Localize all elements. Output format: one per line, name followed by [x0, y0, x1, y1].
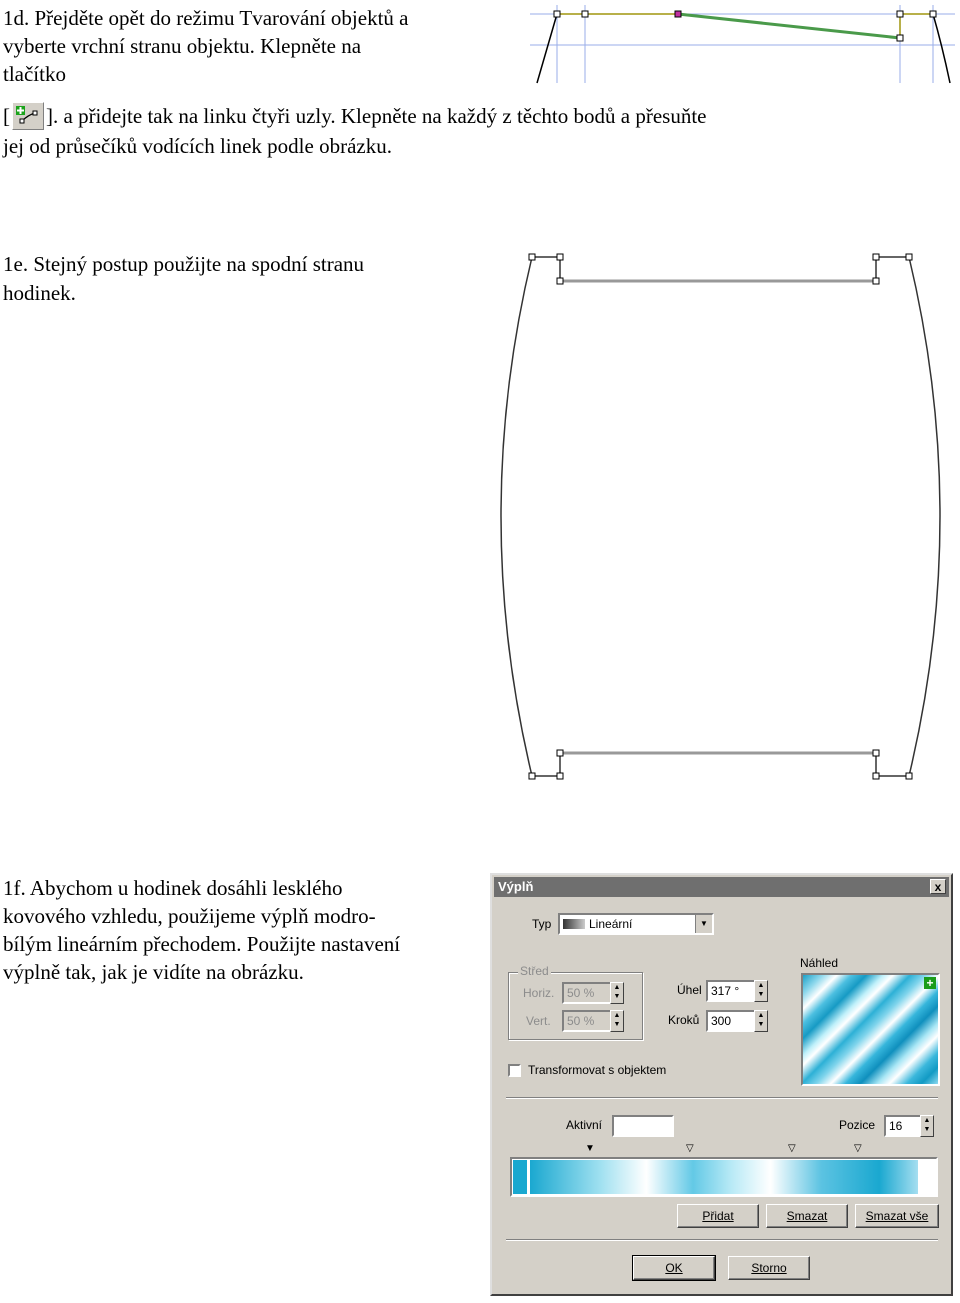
node	[897, 35, 903, 41]
watch-body-outline	[520, 250, 950, 785]
close-button[interactable]: x	[930, 879, 946, 894]
steps-label: Kroků	[668, 1013, 700, 1027]
node	[529, 254, 535, 260]
gradient-bar[interactable]	[510, 1157, 938, 1197]
steps-spinner[interactable]: ▲ ▼	[754, 1010, 768, 1032]
left-curve	[501, 257, 532, 776]
divider	[506, 1097, 938, 1098]
preview-label: Náhled	[800, 956, 839, 970]
node	[557, 278, 563, 284]
node	[529, 773, 535, 779]
position-spinner[interactable]: ▲ ▼	[920, 1115, 934, 1137]
plus-icon[interactable]: +	[924, 977, 936, 989]
vert-input[interactable]: 50 %	[562, 1010, 612, 1032]
linear-swatch-icon	[563, 919, 585, 929]
dialog-title: Výplň	[498, 879, 534, 894]
top-edge	[532, 257, 909, 281]
step-1e-line-2: hodinek.	[3, 281, 76, 305]
gradient-stop-active-icon[interactable]: ▼	[585, 1143, 595, 1154]
node	[582, 11, 588, 17]
cancel-button[interactable]: Storno	[728, 1256, 810, 1280]
node	[873, 254, 879, 260]
vert-spinner[interactable]: ▲ ▼	[610, 1010, 624, 1032]
fill-dialog	[490, 873, 953, 1296]
delete-button[interactable]: Smazat	[766, 1204, 848, 1228]
node	[897, 11, 903, 17]
angle-label: Úhel	[677, 983, 702, 997]
gradient-start-swatch	[513, 1160, 527, 1194]
node	[557, 773, 563, 779]
node	[554, 11, 560, 17]
node-selected	[675, 11, 681, 17]
vert-label: Vert.	[526, 1014, 551, 1028]
horiz-spinner[interactable]: ▲ ▼	[610, 982, 624, 1004]
bracket-open: [	[3, 104, 10, 128]
steps-input[interactable]: 300	[706, 1010, 756, 1032]
node	[906, 773, 912, 779]
node	[930, 11, 936, 17]
guide-lines	[530, 5, 955, 83]
step-1e-line-1: 1e. Stejný postup použijte na spodní stranu	[3, 252, 365, 276]
step-1f-line-4: výplně tak, jak je vidíte na obrázku.	[3, 960, 304, 984]
position-label: Pozice	[839, 1118, 876, 1132]
center-group-label: Střed	[520, 964, 549, 978]
gradient-fill[interactable]	[530, 1160, 918, 1194]
step-1f-line-2: kovového vzhledu, použijeme výplň modro-	[3, 904, 376, 928]
guide-lines-illustration	[530, 5, 955, 83]
node	[906, 254, 912, 260]
step-1d-line-1: 1d. Přejděte opět do režimu Tvarování objektů a	[3, 6, 409, 30]
step-1f-line-1: 1f. Abychom u hodinek dosáhli lesklého	[3, 876, 343, 900]
angle-input[interactable]: 317 °	[706, 980, 756, 1002]
node	[557, 254, 563, 260]
step-1d-line-4	[3, 102, 706, 130]
chevron-down-icon[interactable]: ▼	[695, 915, 712, 933]
step-1d-line-3: tlačítko	[3, 62, 66, 86]
divider	[506, 1239, 938, 1240]
transform-label: Transformovat s objektem	[528, 1063, 667, 1077]
type-select-value: Lineární	[589, 917, 633, 931]
horiz-input[interactable]: 50 %	[562, 982, 612, 1004]
node	[873, 278, 879, 284]
left-edge-curve	[537, 14, 557, 83]
active-color-field[interactable]	[612, 1115, 674, 1137]
step-1f-line-3: bílým lineárním přechodem. Použijte nastavení	[3, 932, 401, 956]
transform-checkbox[interactable]	[508, 1064, 521, 1077]
bottom-edge	[532, 753, 909, 776]
type-label: Typ	[532, 917, 552, 931]
right-edge-curve	[933, 14, 950, 83]
step-1d-line-5: jej od průsečíků vodících linek podle obrázku.	[3, 134, 392, 158]
node	[873, 750, 879, 756]
horiz-label: Horiz.	[523, 986, 555, 1000]
dialog-titlebar	[494, 877, 949, 897]
top-side-segment	[678, 14, 900, 38]
gradient-preview	[801, 973, 940, 1086]
active-label: Aktivní	[566, 1118, 603, 1132]
angle-spinner[interactable]: ▲ ▼	[754, 980, 768, 1002]
node	[557, 750, 563, 756]
type-select[interactable]	[558, 913, 714, 935]
node	[873, 773, 879, 779]
position-input[interactable]: 16	[884, 1115, 922, 1137]
right-curve	[909, 257, 940, 776]
gradient-stop-icon[interactable]: ▽	[686, 1143, 694, 1154]
step-1d-line-2: vyberte vrchní stranu objektu. Klepněte na	[3, 34, 362, 58]
gradient-stop-icon[interactable]: ▽	[788, 1143, 796, 1154]
add-button[interactable]: Přidat	[677, 1204, 759, 1228]
step-1d-line-4-text: ]. a přidejte tak na linku čtyři uzly. Klepněte na každý z těchto bodů a přesuňte	[46, 104, 707, 128]
delete-all-button[interactable]: Smazat vše	[855, 1204, 939, 1228]
add-node-icon[interactable]	[12, 102, 44, 130]
gradient-stop-icon[interactable]: ▽	[854, 1143, 862, 1154]
ok-button[interactable]: OK	[633, 1256, 715, 1280]
